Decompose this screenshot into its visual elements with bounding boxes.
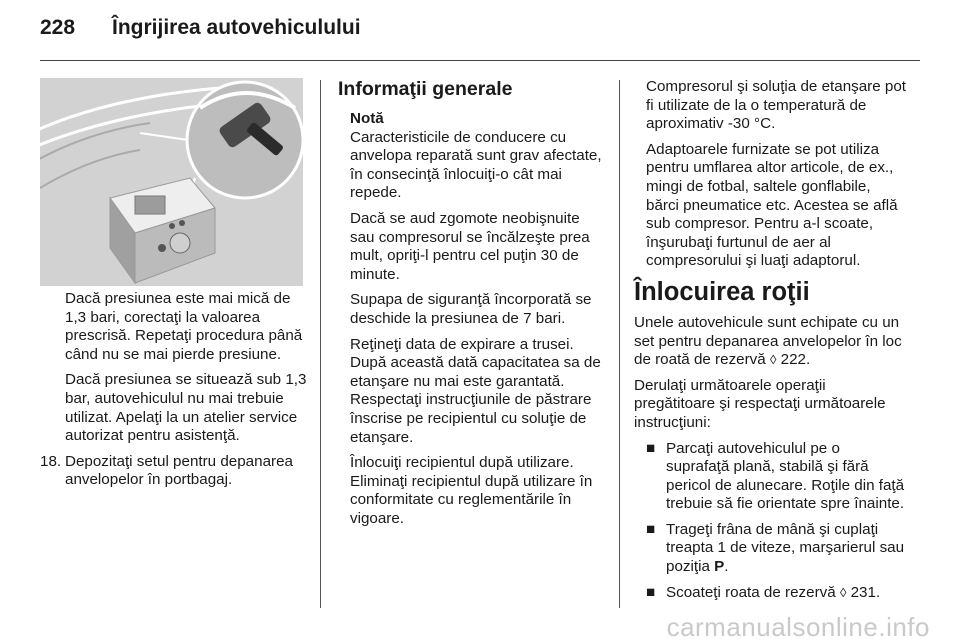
bullet-icon: ■ [646, 583, 656, 601]
note-label: Notă [350, 110, 384, 127]
list-item: ■ Trageţi frâna de mână şi cuplaţi treapta 1 de viteze, marşarierul sau poziţia P. [646, 520, 905, 576]
chapter-title: Îngrijirea autovehiculului [112, 16, 361, 39]
column-divider [619, 80, 620, 608]
paragraph: Dacă se aud zgomote neobişnuite sau compresorul se încălzeşte prea mult, opriţi-l pentru cel puţin 30 de minute. [350, 209, 590, 283]
page-reference-icon: ◊ [839, 584, 847, 600]
page-number: 228 [40, 16, 76, 39]
header-rule [40, 60, 920, 61]
paragraph: Dacă presiunea este mai mică de 1,3 bari, corectaţi la valoarea prescrisă. Repetaţi procedura până când nu se mai pierde presiune. [65, 290, 303, 363]
paragraph: Înlocuiţi recipientul după utilizare. Eliminaţi recipientul după utilizare în conformitate cu reglementările în vigoare. [350, 454, 593, 527]
column-middle [338, 78, 604, 535]
section-heading: Informaţii generale [338, 78, 513, 100]
paragraph: Dacă presiunea se situează sub 1,3 bar, autovehiculul nu mai trebuie utilizat. Apelaţi la un atelier service autorizat pentru asistenţă. [65, 371, 307, 445]
paragraph: Reţineţi data de expirare a trusei. După această dată capacitatea sa de etanşare nu mai este garantată. Respectaţi instrucţiunile de păstrare înscrise pe recipientul cu soluţie de etanşare. [350, 335, 601, 446]
page-reference[interactable]: 231. [850, 583, 881, 601]
note-block [338, 110, 604, 528]
page-header [40, 8, 361, 48]
paragraph: Supapa de siguranţă încorporată se deschide la presiunea de 7 bari. [350, 291, 592, 327]
paragraph: Adaptoarele furnizate se pot utiliza pentru umflarea altor articole, de ex., mingi de fotbal, saltele gonflabile, bărci pneumatice etc. Acestea se află sub compresor. Pentru a-l scoate, înşurubaţi furtunul de aer al compresorului şi luaţi adaptorul. [646, 140, 898, 270]
step-text: Depozitaţi setul pentru depanarea anvelopelor în portbagaj. [65, 452, 293, 489]
bullet-icon: ■ [646, 520, 656, 538]
tire-repair-kit-illustration [40, 78, 303, 286]
step-number: 18. [40, 452, 62, 470]
instruction-list [634, 440, 906, 603]
numbered-step-18 [40, 453, 308, 490]
bullet-icon: ■ [646, 439, 656, 457]
column-right [634, 78, 906, 609]
paragraph: Unele autovehicule sunt echipate cu un set pentru depanarea anvelopelor în loc de roată de rezervă ◊ 222. [634, 313, 902, 369]
page-reference[interactable]: 222. [780, 351, 811, 369]
page-reference-icon: ◊ [769, 352, 777, 368]
column-divider [320, 80, 321, 608]
paragraph: Caracteristicile de conducere cu anvelopa reparată sunt grav afectate, în consecinţă înlocuiţi-o cât mai repede. [350, 128, 602, 202]
column-left [40, 290, 308, 490]
list-item: ■ Scoateţi roata de rezervă ◊ 231. [646, 583, 881, 601]
section-heading: Înlocuirea roţii [634, 277, 810, 306]
paragraph: Compresorul şi soluţia de etanşare pot fi utilizate de la o temperatură de aproximativ -30 °C. [646, 78, 907, 133]
paragraph: Derulaţi următoarele operaţii pregătitoare şi respectaţi următoarele instrucţiuni: [634, 376, 886, 431]
list-item: ■ Parcaţi autovehiculul pe o suprafaţă plană, stabilă şi fără pericol de alunecare. Roţile din faţă trebuie să fie orientate spre înainte. [646, 439, 905, 513]
watermark: carmanualsonline.info [666, 612, 930, 642]
